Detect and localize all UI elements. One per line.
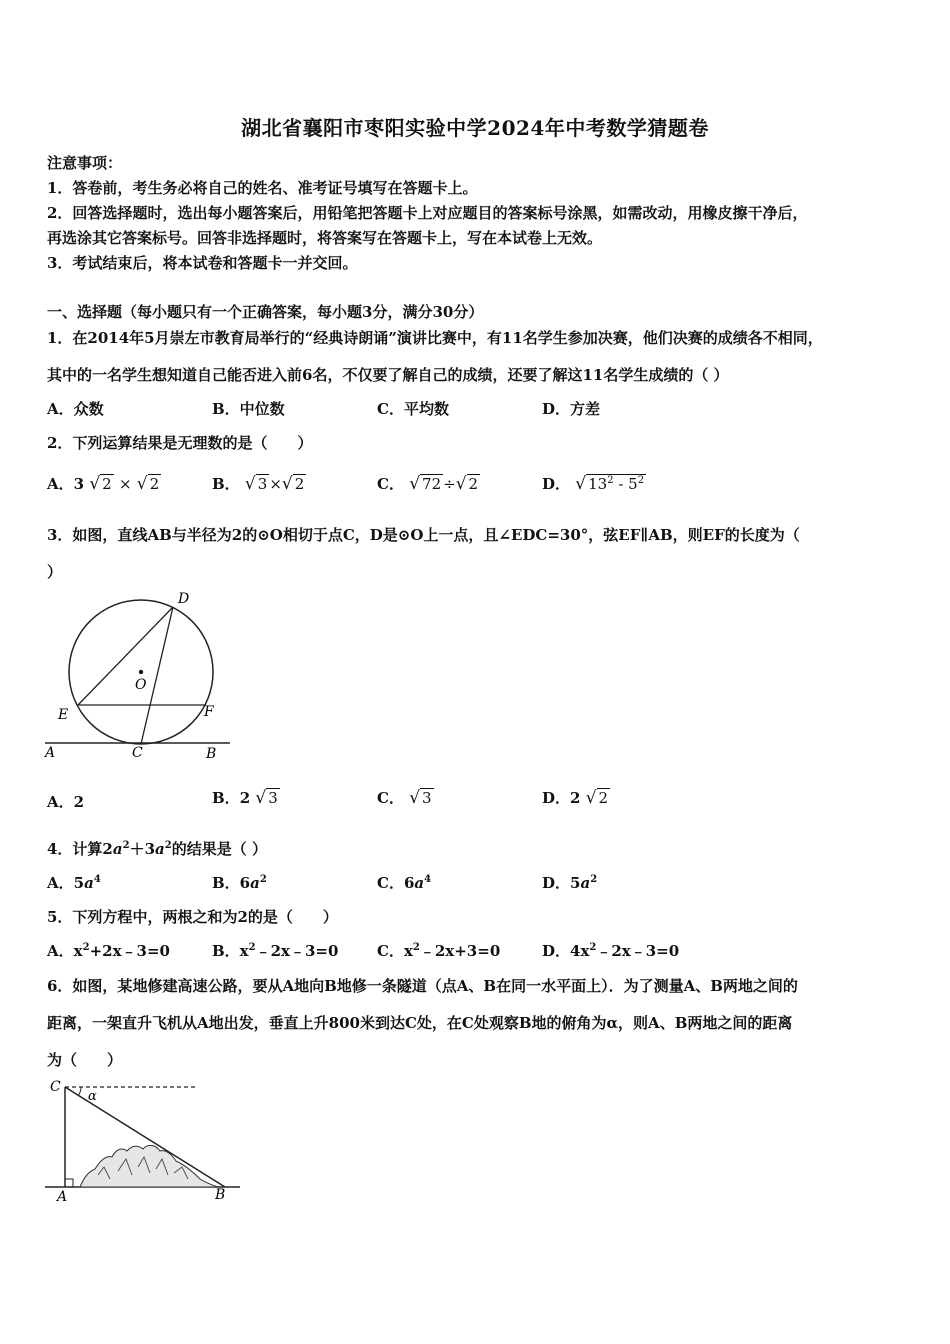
q6-label-a: A (57, 1189, 68, 1205)
q4-stem: 4．计算$2a^2+3a^2$的结果是（ ） (47, 840, 267, 858)
q3-label-c: C (132, 745, 143, 761)
q3-label-d: D (178, 591, 190, 607)
notice-heading: 注意事项： (47, 154, 123, 172)
q3-option-c (377, 787, 434, 808)
q2-c-radical-2: √ 2 (455, 474, 479, 494)
q3-label-f: F (204, 704, 214, 720)
q6-tunnel-figure (40, 1075, 250, 1210)
q2-a-operator: × (118, 475, 132, 493)
q2-b-operator: × (269, 475, 282, 493)
q3-option-d (542, 787, 610, 808)
q3-chord-ed (78, 607, 173, 705)
q3-b-label: B． (212, 789, 240, 807)
q5-option-a: A．$x^2+2x﹣3=0$ (47, 942, 170, 960)
q2-c-operator: ÷ (443, 475, 456, 493)
q3-line2: ） (47, 563, 63, 581)
q2-a-label: A． (47, 475, 74, 493)
q2-stem: 2．下列运算结果是无理数的是（ ） (47, 434, 313, 452)
q2-b-radical-1: √ 3 (244, 474, 268, 494)
q3-b-radical: √ 3 (255, 788, 278, 808)
q2-b-label: B． (212, 475, 240, 493)
q2-a-radical-1: √ 2 (89, 474, 112, 494)
q3-circle-figure (40, 585, 240, 765)
q1-option-d: D．方差 (542, 400, 601, 418)
q2-a-coef: 3 (73, 475, 85, 493)
q6-label-alpha: α (88, 1089, 97, 1104)
q6-alpha-arc (78, 1087, 81, 1096)
q2-c-label: C． (377, 475, 404, 493)
q3-chord-dc (141, 607, 173, 744)
q3-b-coef: 2 (239, 789, 251, 807)
notice-item-2a: 2．回答选择题时，选出每小题答案后，用铅笔把答题卡上对应题目的答案标号涂黑，如需改动，用橡皮擦干净后， (47, 204, 808, 222)
q6-right-angle-mark (65, 1179, 73, 1187)
q3-line1: 3．如图，直线AB与半径为2的⊙O相切于点C，D是⊙O上一点，且∠EDC=30°，弦EF∥AB，则EF的长度为（ (47, 526, 800, 544)
q3-d-label: D． (542, 789, 571, 807)
q4-option-a: A．$5a^4$ (47, 874, 101, 892)
notice-item-2b: 再选涂其它答案标号。回答非选择题时，将答案写在答题卡上，写在本试卷上无效。 (47, 229, 603, 247)
q2-d-label: D． (542, 475, 571, 493)
q3-d-radical: √ 2 (585, 788, 609, 808)
q5-option-b: B．$x^2﹣2x﹣3=0$ (212, 942, 339, 960)
q3-label-b: B (206, 746, 217, 762)
q6-line2: 距离，一架直升飞机从A地出发，垂直上升800米到达C处，在C处观察B地的俯角为α，则A、B两地之间的距离 (47, 1014, 793, 1032)
q2-option-b (212, 473, 306, 494)
q3-label-a: A (45, 745, 56, 761)
q3-option-b (212, 787, 280, 808)
q2-c-radical-1: √ 72 (409, 474, 442, 494)
q3-option-a: A．2 (47, 793, 85, 811)
q4-option-d: D．$5a^2$ (542, 874, 598, 892)
q5-option-c: C．$x^2﹣2x+3=0$ (377, 942, 501, 960)
exam-title: 湖北省襄阳市枣阳实验中学2024年中考数学猜题卷 (241, 116, 709, 140)
q3-c-radical: √ 3 (409, 788, 432, 808)
q3-label-e: E (58, 707, 69, 723)
q4-option-b: B．$6a^2$ (212, 874, 267, 892)
q6-line3: 为（ ） (47, 1051, 123, 1069)
q5-option-d: D．$4x^2﹣2x﹣3=0$ (542, 942, 680, 960)
q1-option-c: C．平均数 (377, 400, 449, 418)
q2-b-radical-2: √ 2 (281, 474, 305, 494)
q1-line1: 1．在2014年5月崇左市教育局举行的“经典诗朗诵”演讲比赛中，有11名学生参加决赛，他们决赛的成绩各不相同， (47, 329, 823, 347)
notice-item-3: 3．考试结束后，将本试卷和答题卡一并交回。 (47, 254, 358, 272)
q6-label-c: C (50, 1079, 61, 1095)
q3-label-o: O (135, 677, 147, 693)
notice-item-1: 1．答卷前，考生务必将自己的姓名、准考证号填写在答题卡上。 (47, 179, 478, 197)
q3-c-label: C． (377, 789, 404, 807)
section-heading: 一、选择题（每小题只有一个正确答案，每小题3分，满分30分） (47, 303, 484, 321)
q4-option-c: C．$6a^4$ (377, 874, 432, 892)
q3-center-dot (139, 670, 143, 674)
q5-stem: 5．下列方程中，两根之和为2的是（ ） (47, 908, 338, 926)
q6-mountain (80, 1145, 218, 1187)
q2-a-radical-2: √ 2 (136, 474, 160, 494)
q6-label-b: B (215, 1187, 226, 1203)
q1-option-a: A．众数 (47, 400, 104, 418)
q2-option-c (377, 473, 480, 494)
q3-d-coef: 2 (570, 789, 581, 807)
q2-d-radical: √ $13^2 - 5^2$ (575, 474, 645, 494)
q1-option-b: B．中位数 (212, 400, 285, 418)
q6-line1: 6．如图，某地修建高速公路，要从A地向B地修一条隧道（点A、B在同一水平面上）．为了测量A、B两地之间的 (47, 977, 798, 995)
q2-option-d (542, 473, 646, 494)
q2-option-a (47, 473, 161, 494)
q1-line2: 其中的一名学生想知道自己能否进入前6名，不仅要了解自己的成绩，还要了解这11名学生成绩的（ ） (47, 366, 729, 384)
